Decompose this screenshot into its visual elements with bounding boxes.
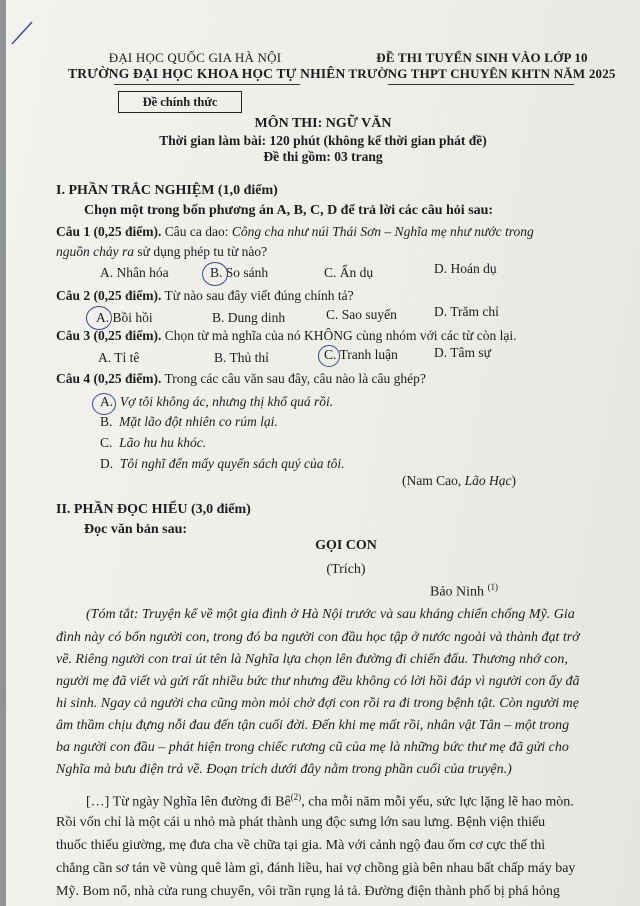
university-name: ĐẠI HỌC QUỐC GIA HÀ NỘI xyxy=(108,50,282,65)
question-3 xyxy=(56,328,516,344)
q2-answer-circle xyxy=(86,306,112,330)
question-2 xyxy=(56,288,354,304)
question-4-text: Trong các câu văn sau đây, câu nào là câu ghép? xyxy=(161,371,426,386)
exam-duration: Thời gian làm bài: 120 phút (không kể thời gian phát đề) xyxy=(159,133,487,148)
question-2-label: Câu 2 (0,25 điểm). xyxy=(56,288,162,303)
story-title: GỌI CON xyxy=(315,538,377,553)
question-1 xyxy=(56,224,534,240)
q4-option-c-text: Lão hu hu khóc. xyxy=(119,435,207,450)
summary-line-1: (Tóm tắt: Truyện kể về một gia đình ở Hà Nội trước và sau kháng chiến chống Mỹ. Gia xyxy=(86,607,575,622)
question-2-text: Từ nào sau đây viết đúng chính tả? xyxy=(161,288,354,303)
q4-option-b[interactable] xyxy=(100,414,278,430)
q4-option-b-letter: B. xyxy=(100,414,113,429)
q2-option-a[interactable]: A. Bồi hồi xyxy=(96,310,153,325)
body-line-1-end: , cha mỗi năm mỗi yếu, sức lực lặng lẽ hao mòn. xyxy=(301,794,574,810)
q4-source-work: Lão Hạc xyxy=(464,473,512,488)
exam-title: ĐỀ THI TUYỂN SINH VÀO LỚP 10 xyxy=(376,50,588,65)
q4-option-c-letter: C. xyxy=(100,435,113,450)
question-3-text: Chọn từ mà nghĩa của nó KHÔNG cùng nhóm với các từ còn lại. xyxy=(161,328,517,343)
exam-school: TRƯỜNG THPT CHUYÊN KHTN NĂM 2025 xyxy=(348,66,616,81)
q2-option-b[interactable]: B. Dung dinh xyxy=(212,310,286,325)
summary-line-8: Nghĩa mà bưu điện trả về. Đoạn trích dưới đây nằm trong phần cuối của truyện.) xyxy=(56,762,512,777)
q4-option-b-text: Mặt lão đột nhiên co rúm lại. xyxy=(119,414,278,429)
q4-option-a-letter: A. xyxy=(100,394,114,409)
part-2-title: II. PHẦN ĐỌC HIỂU (3,0 điểm) xyxy=(56,502,251,517)
body-line-3: thuốc thiếu giường, mẹ đưa cha về chữa tại gia. Mà với cảnh ngộ đau ốm cơ cực thế thì xyxy=(56,838,546,853)
q1-option-b[interactable]: B. So sánh xyxy=(210,265,269,280)
body-line-5: Mỹ. Bom nổ, nhà cửa rung chuyển, vôi trần rụng lả tả. Đường điện thành phố bị phá hỏng xyxy=(56,884,560,899)
part-2-instruction: Đọc văn bản sau: xyxy=(84,522,188,537)
question-1-label: Câu 1 (0,25 điểm). xyxy=(56,224,162,239)
page-count: Đề thi gồm: 03 trang xyxy=(263,149,383,164)
exam-page xyxy=(6,0,640,906)
school-underline xyxy=(114,84,300,85)
summary-line-6: âm thầm chịu đựng nỗi đau đến tận cuối đời. Đến khi mẹ mất rồi, nhân vật Tân – một trong xyxy=(56,718,570,733)
q4-source xyxy=(402,473,516,489)
part-1-title: I. PHẦN TRẮC NGHIỆM (1,0 điểm) xyxy=(56,183,278,198)
story-excerpt-label: (Trích) xyxy=(326,562,366,577)
question-1-text: Câu ca dao: xyxy=(161,224,232,239)
subject-title: MÔN THI: NGỮ VĂN xyxy=(254,116,392,131)
question-4-label: Câu 4 (0,25 điểm). xyxy=(56,371,162,386)
story-author xyxy=(430,582,498,601)
author-footnote-marker: (1) xyxy=(487,582,499,592)
q4-option-d[interactable] xyxy=(100,456,344,472)
q4-source-close: ) xyxy=(511,473,516,488)
q4-option-a-text: Vợ tôi không ác, nhưng thị khổ quá rồi. xyxy=(119,394,334,409)
q4-answer-circle xyxy=(92,393,116,415)
q3-option-c[interactable]: C. Tranh luận xyxy=(324,347,398,362)
question-1-text-cont: sử dụng phép tu từ nào? xyxy=(134,244,268,259)
body-line-4: chẳng cần sơ tán về vùng quê làm gì, đánh liều, hai vợ chồng già bên nhau bất chấp máy bay xyxy=(56,861,576,876)
question-4 xyxy=(56,371,426,387)
summary-line-5: hi sinh. Ngay cả người cha cũng mòn mỏi chờ đợi con rồi ra đi trong bệnh tật. Còn người mẹ xyxy=(56,696,579,711)
q4-source-author: (Nam Cao, xyxy=(402,473,465,488)
summary-line-4: người mẹ đã viết và gửi rất nhiều bức thư nhưng đều không có lời hồi đáp vì người con ấy đã xyxy=(56,674,580,689)
question-1-line-2 xyxy=(56,244,267,260)
q1-option-d[interactable]: D. Hoán dụ xyxy=(434,261,497,276)
exam-school-underline xyxy=(388,84,574,85)
q3-option-b[interactable]: B. Thủ thỉ xyxy=(214,350,269,365)
q4-option-d-letter: D. xyxy=(100,456,114,471)
q4-option-d-text: Tôi nghĩ đến mấy quyển sách quý của tôi. xyxy=(119,456,345,471)
q3-answer-circle xyxy=(318,345,340,367)
part-1-instruction: Chọn một trong bốn phương án A, B, C, D để trả lời các câu hỏi sau: xyxy=(84,203,494,218)
question-1-quote-cont: nguồn chảy ra xyxy=(56,244,134,259)
official-exam-box: Đề chính thức xyxy=(118,91,242,113)
q4-option-c[interactable] xyxy=(100,435,206,451)
body-line-1 xyxy=(86,792,574,811)
q2-option-d[interactable]: D. Trăm chỉ xyxy=(434,304,499,319)
school-name: TRƯỜNG ĐẠI HỌC KHOA HỌC TỰ NHIÊN xyxy=(68,66,346,81)
question-3-label: Câu 3 (0,25 điểm). xyxy=(56,328,162,343)
q1-option-a[interactable]: A. Nhân hóa xyxy=(100,265,169,280)
body-line-1-start: […] Từ ngày Nghĩa lên đường đi Bê xyxy=(86,794,291,810)
q4-option-a[interactable] xyxy=(100,394,333,410)
summary-line-2: đình này có bốn người con, trong đó ba người con đầu học tập ở nước ngoài và thành đạt trở xyxy=(56,630,580,645)
summary-line-7: ba người con đầu – phát hiện trong chiếc rương cũ của mẹ là những bức thư mẹ đã gửi cho xyxy=(56,740,569,755)
question-1-quote: Công cha như núi Thái Sơn – Nghĩa mẹ như nước trong xyxy=(231,224,534,239)
be-footnote-marker: (2) xyxy=(290,792,302,802)
pen-stroke-mark xyxy=(8,18,38,48)
q1-answer-circle xyxy=(202,262,228,286)
q3-option-d[interactable]: D. Tâm sự xyxy=(434,345,491,360)
q3-option-a[interactable]: A. Tỉ tê xyxy=(98,350,140,365)
q2-option-c[interactable]: C. Sao suyến xyxy=(326,307,397,322)
body-line-2: Rồi vốn chỉ là một cái u nhỏ mà phát thành ung độc sưng lớn sau lưng. Bệnh viện thiếu xyxy=(56,815,546,830)
summary-line-3: về. Riêng người con trai út tên là Nghĩa lựa chọn lên đường đi chiến đấu. Thương nhớ con, xyxy=(56,652,568,667)
q1-option-c[interactable]: C. Ẩn dụ xyxy=(324,265,374,280)
story-author-name: Bảo Ninh xyxy=(430,584,485,600)
